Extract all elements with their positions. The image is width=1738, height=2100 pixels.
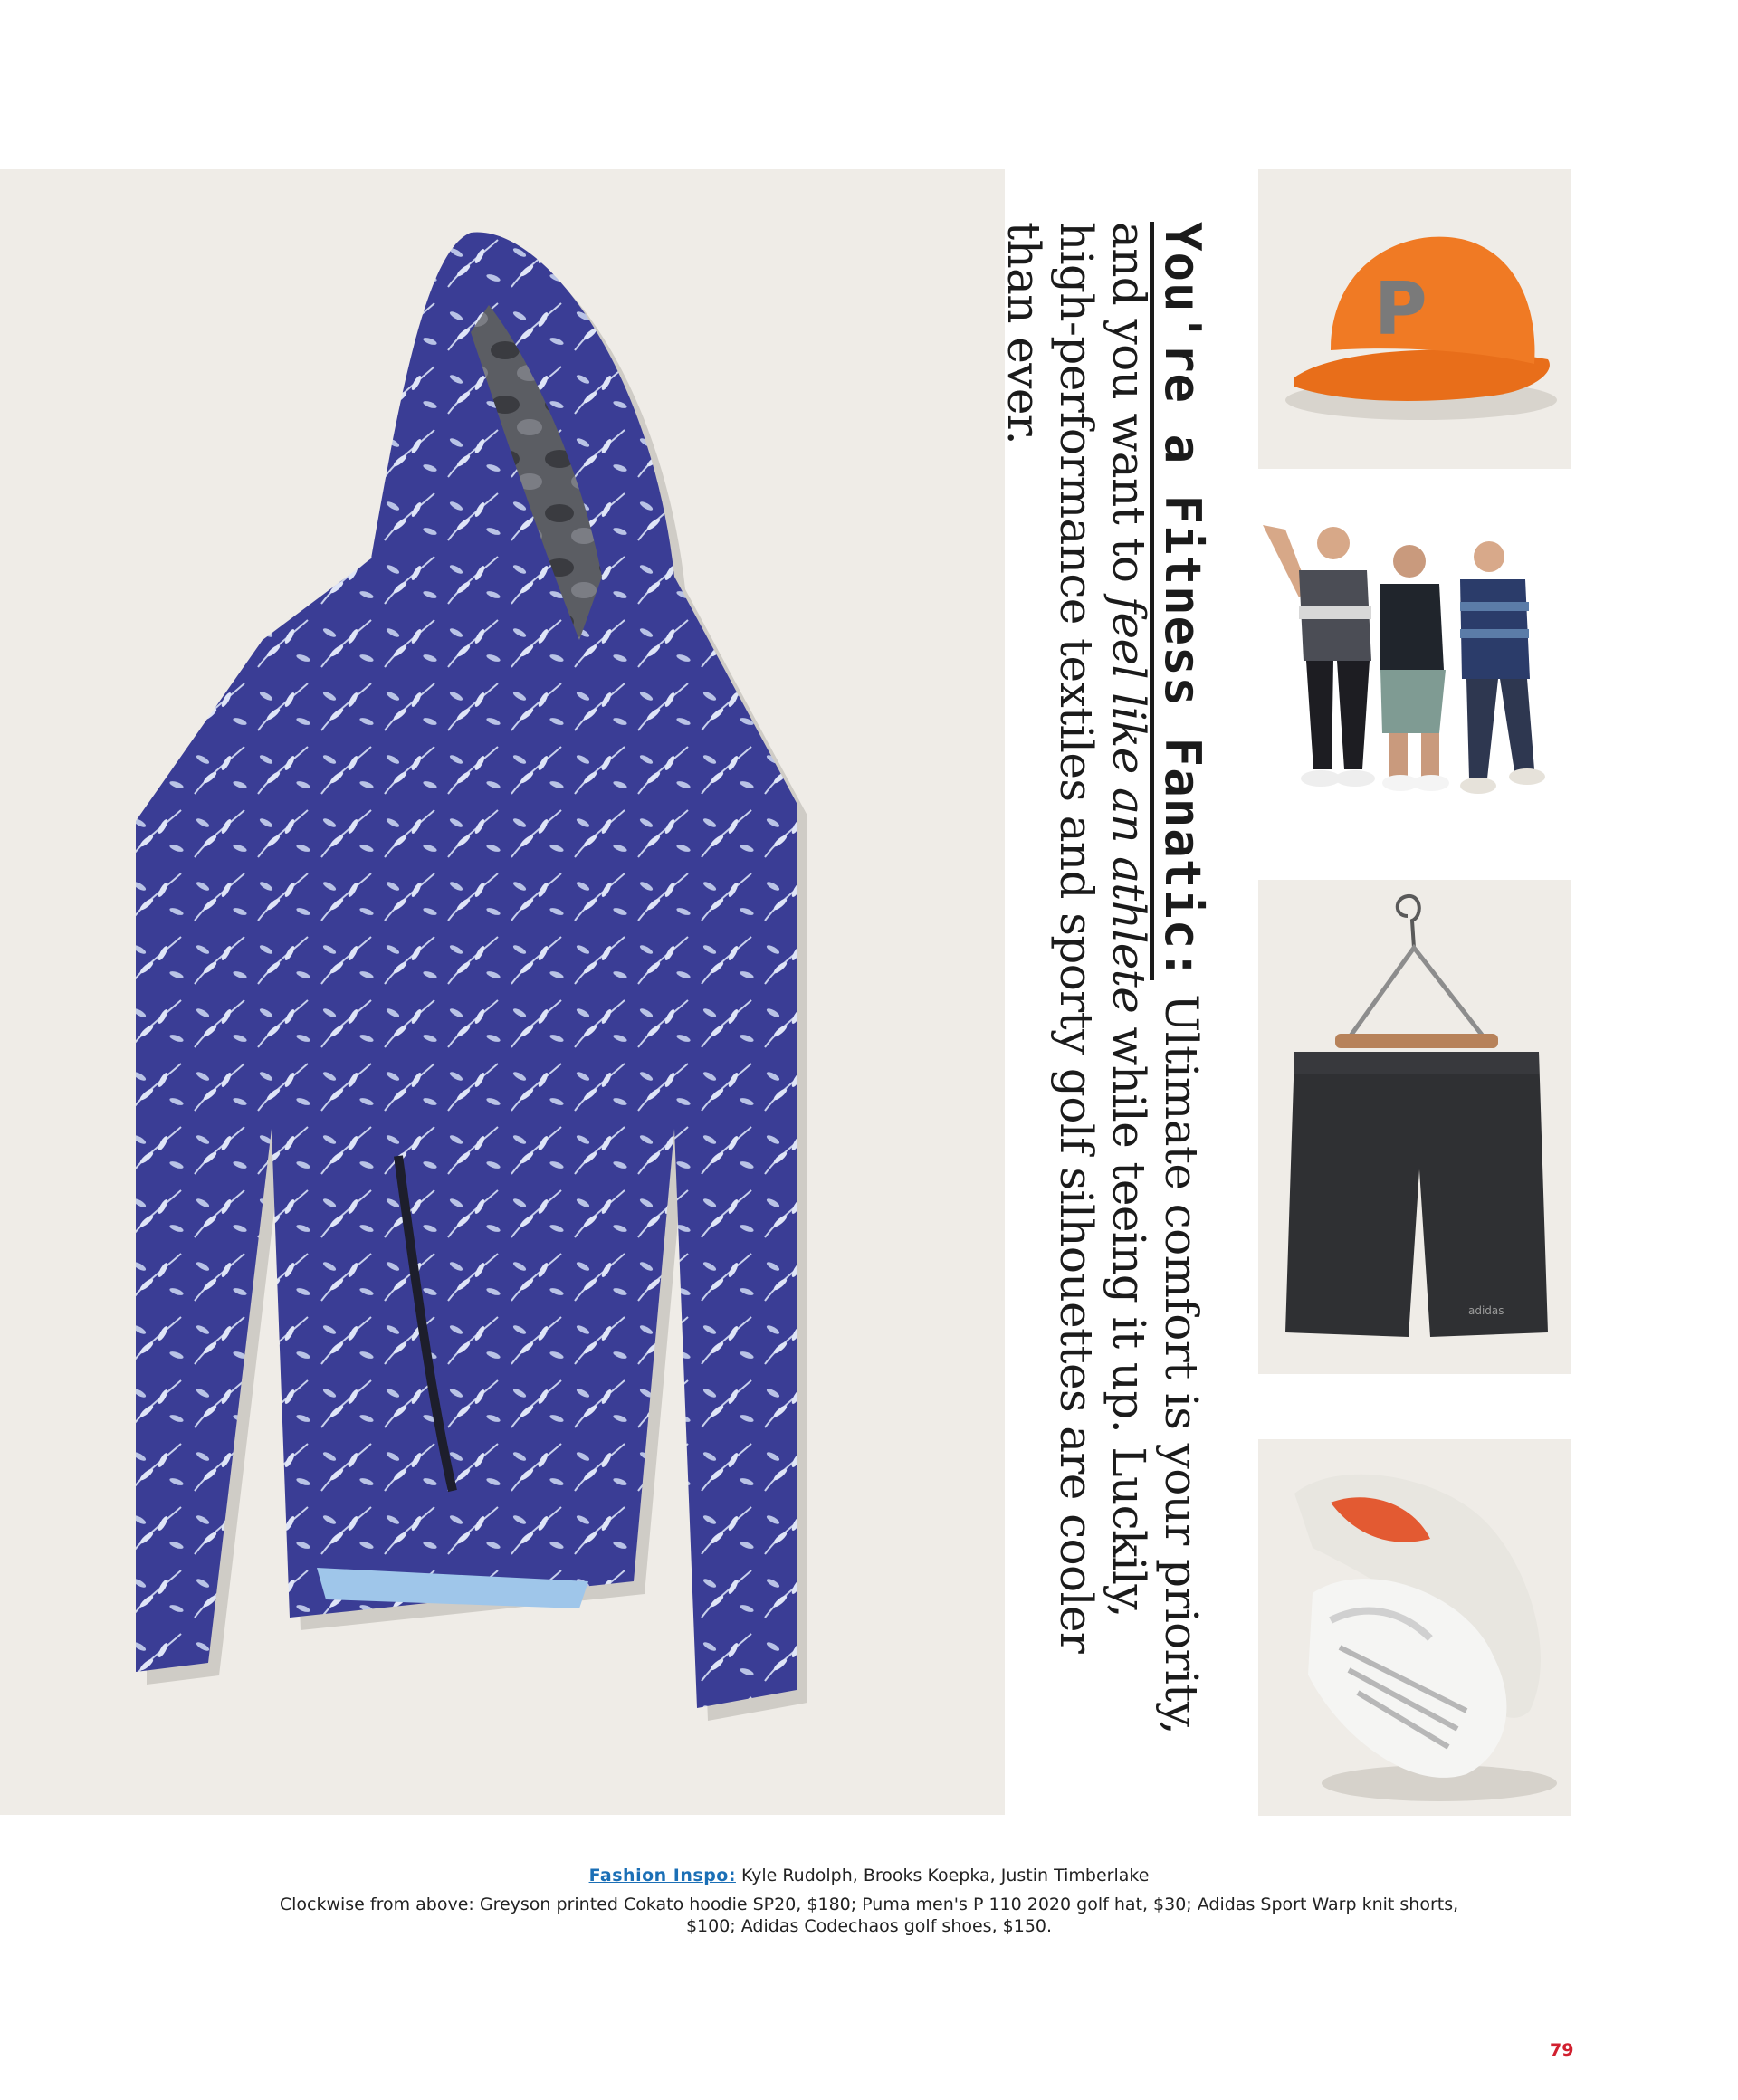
fashion-inspo-names: Kyle Rudolph, Brooks Koepka, Justin Timberlake (735, 1866, 1150, 1885)
headline-block (998, 222, 1211, 1742)
headline-kicker: You're a Fitness Fanatic: (1150, 222, 1211, 980)
hat-photo-panel (1258, 169, 1571, 469)
headline-text-2: while teeing it up. Luckily, high-performance textiles and sporty golf silhouettes are cooler than ever. (998, 222, 1155, 1654)
hat-logo-letter: P (1374, 267, 1428, 351)
golf-hat-image (1258, 169, 1571, 469)
shoe-photo-panel (1258, 1439, 1571, 1816)
headline-text-1: Ultimate comfort is your priority, and you want to (1103, 222, 1208, 1735)
shorts-photo-panel (1258, 880, 1571, 1374)
hoodie-photo-panel (0, 169, 1005, 1815)
headline-italic: feel like an athlete (1103, 596, 1155, 1014)
fashion-inspo-line (272, 1865, 1466, 1886)
caption (272, 1865, 1466, 1937)
golf-shorts-image (1258, 880, 1571, 1374)
golf-shoes-image (1258, 1439, 1571, 1816)
fashion-inspo-link[interactable]: Fashion Inspo: (588, 1866, 736, 1885)
golfers-photo (1245, 507, 1571, 824)
page-number: 79 (1550, 2040, 1574, 2060)
product-credits: Clockwise from above: Greyson printed Cokato hoodie SP20, $180; Puma men's P 110 2020 golf hat, $30; Adidas Sport Warp knit shorts, $100; Adidas Codechaos golf shoes, $150. (279, 1895, 1459, 1936)
hoodie-image (0, 169, 1005, 1815)
shorts-brand-label: adidas (1468, 1304, 1504, 1317)
